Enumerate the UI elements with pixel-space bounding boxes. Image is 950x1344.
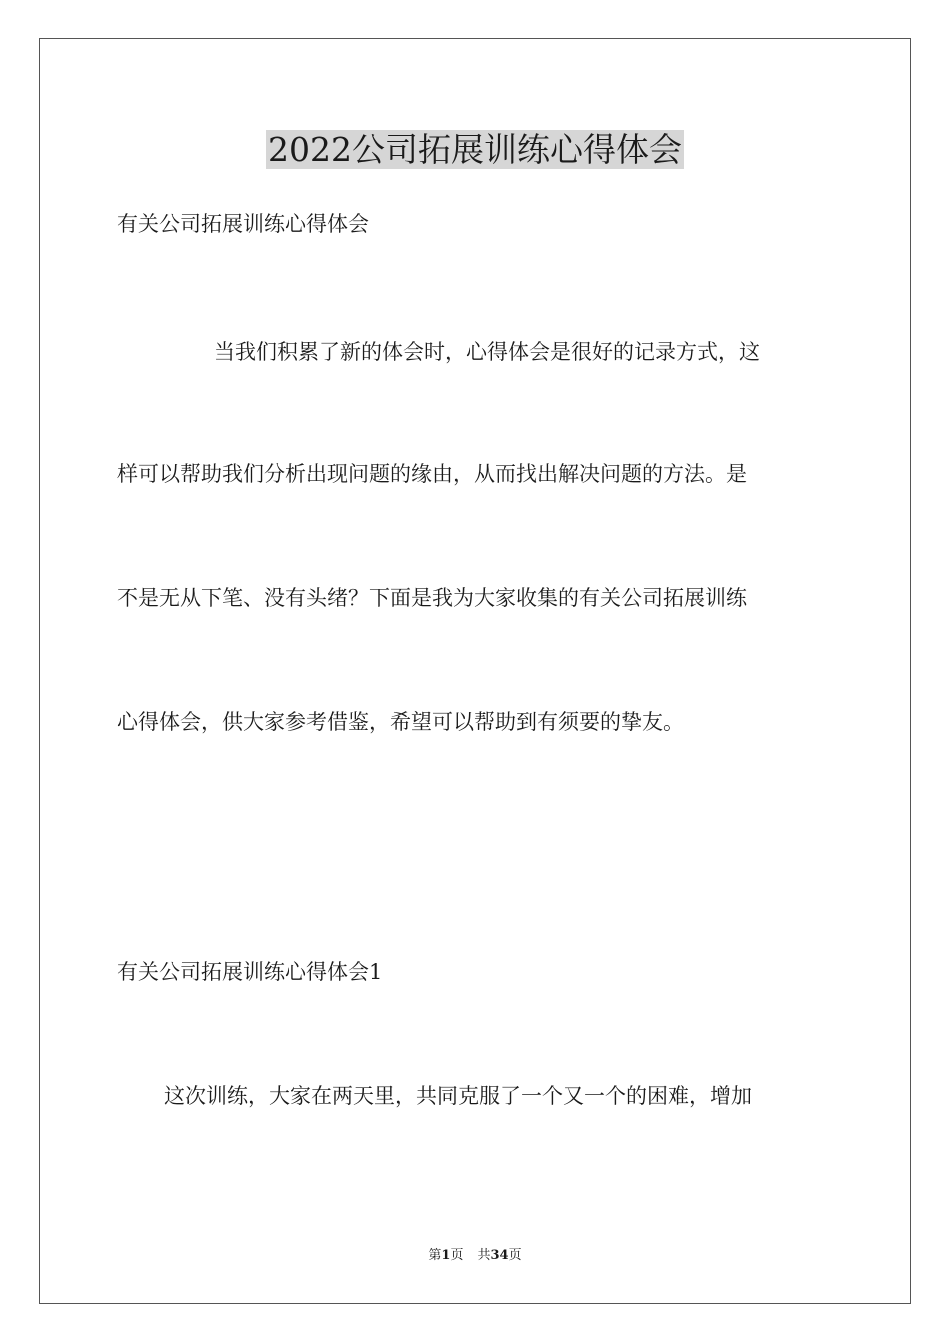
page-footer xyxy=(0,1247,950,1265)
section-line-1: 这次训练，大家在两天里，共同克服了一个又一个的困难，增加 xyxy=(164,1084,752,1108)
document-subtitle: 有关公司拓展训练心得体会 xyxy=(117,212,369,236)
intro-line-4: 心得体会，供大家参考借鉴，希望可以帮助到有须要的挚友。 xyxy=(117,710,684,734)
intro-line-1: 当我们积累了新的体会时，心得体会是很好的记录方式，这 xyxy=(214,340,760,364)
footer-page-prefix: 第 xyxy=(428,1248,442,1263)
footer-total-prefix: 共 xyxy=(477,1248,491,1263)
footer-page-suffix: 页 xyxy=(450,1248,464,1263)
intro-line-2: 样可以帮助我们分析出现问题的缘由，从而找出解决问题的方法。是 xyxy=(117,462,747,486)
section-heading: 有关公司拓展训练心得体会1 xyxy=(117,960,383,984)
footer-page-number: 1 xyxy=(441,1248,451,1263)
intro-line-3: 不是无从下笔、没有头绪？下面是我为大家收集的有关公司拓展训练 xyxy=(117,586,747,610)
footer-total-suffix: 页 xyxy=(508,1248,522,1263)
footer-total-pages: 34 xyxy=(490,1248,509,1263)
document-title-text: 2022公司拓展训练心得体会 xyxy=(268,130,682,169)
document-title xyxy=(0,128,950,172)
